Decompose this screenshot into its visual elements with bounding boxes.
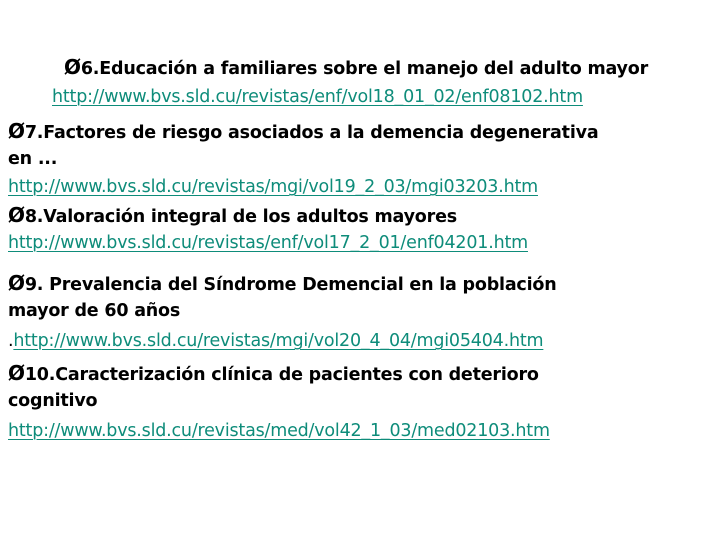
item-9-link-prefix: . bbox=[8, 331, 14, 351]
item-8-title-text: 8.Valoración integral de los adultos mayores bbox=[24, 207, 457, 227]
item-10-title-cont: cognitivo bbox=[8, 391, 98, 411]
item-6-title bbox=[64, 56, 648, 80]
item-9-link-line bbox=[8, 330, 543, 352]
item-7-title bbox=[8, 120, 598, 144]
arrow-bullet-icon: Ø bbox=[8, 203, 25, 227]
arrow-bullet-icon: Ø bbox=[8, 119, 25, 143]
item-7-link-line bbox=[8, 176, 538, 198]
item-6-link[interactable]: http://www.bvs.sld.cu/revistas/enf/vol18_01_02/enf08102.htm bbox=[52, 87, 583, 107]
item-7-title-text: 7.Factores de riesgo asociados a la demencia degenerativa bbox=[24, 123, 599, 143]
item-10-link-line bbox=[8, 420, 550, 442]
arrow-bullet-icon: Ø bbox=[8, 271, 25, 295]
item-10-title-text: 10.Caracterización clínica de pacientes con deterioro bbox=[24, 365, 539, 385]
item-6-link-line bbox=[52, 86, 583, 108]
item-10-title bbox=[8, 362, 539, 386]
item-9-link[interactable]: http://www.bvs.sld.cu/revistas/mgi/vol20_4_04/mgi05404.htm bbox=[13, 331, 544, 351]
item-8-link[interactable]: http://www.bvs.sld.cu/revistas/enf/vol17_2_01/enf04201.htm bbox=[8, 233, 528, 253]
item-8-link-line bbox=[8, 232, 528, 254]
item-10-link[interactable]: http://www.bvs.sld.cu/revistas/med/vol42_1_03/med02103.htm bbox=[8, 421, 550, 441]
item-9-title-text: 9. Prevalencia del Síndrome Demencial en la población bbox=[24, 275, 557, 295]
item-7-link[interactable]: http://www.bvs.sld.cu/revistas/mgi/vol19_2_03/mgi03203.htm bbox=[8, 177, 538, 197]
item-7-title-cont: en ... bbox=[8, 149, 58, 169]
item-9-title-cont: mayor de 60 años bbox=[8, 301, 181, 321]
item-6-title-text: 6.Educación a familiares sobre el manejo del adulto mayor bbox=[80, 59, 649, 79]
arrow-bullet-icon: Ø bbox=[64, 55, 81, 79]
arrow-bullet-icon: Ø bbox=[8, 361, 25, 385]
item-9-title bbox=[8, 272, 556, 296]
item-8-title bbox=[8, 204, 457, 228]
